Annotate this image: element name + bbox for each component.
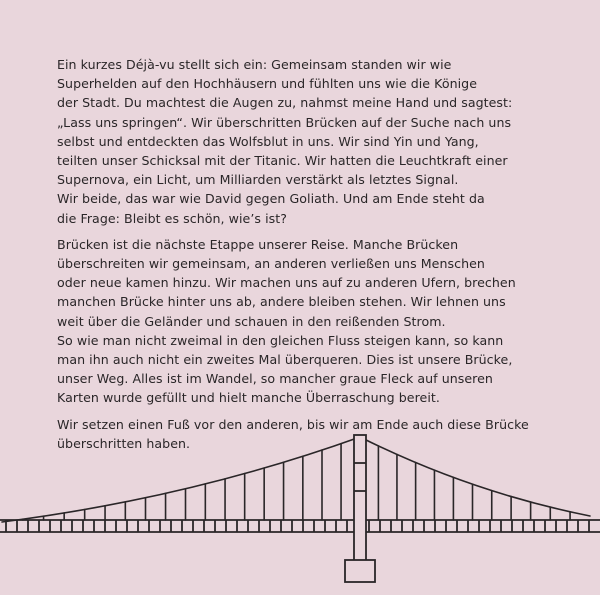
tower-pillar bbox=[354, 435, 366, 562]
paragraph-3: Wir setzen einen Fuß vor den anderen, bis wir am Ende auch diese Brücke überschritten haben. bbox=[57, 416, 529, 451]
body-text bbox=[57, 55, 567, 460]
main-cable-right bbox=[360, 437, 590, 516]
main-cable-left bbox=[2, 437, 360, 522]
paragraph-1: Ein kurzes Déjà-vu stellt sich ein: Gemeinsam standen wir wie Superhelden auf den Hochhäusern und fühlten uns wie die Könige der Stadt. Du machtest die Augen zu, nahmst meine Hand und sagtest: „Lass uns springen“. Wir überschritten Brücken auf der Suche nach uns selbst und entdeckten das Wolfsblut in uns. Wir sind Yin und Yang, teilten unser Schicksal mit der Titanic. Wir hatten die Leuchtkraft einer Supernova, ein Licht, um Milliarden verstärkt als letztes Signal. Wir beide, das war wie David gegen Goliath. Und am Ende steht da die Frage: Bleibt es schön, wie’s ist? bbox=[57, 57, 513, 226]
tower-pier bbox=[345, 560, 375, 582]
suspension-bridge-icon bbox=[0, 420, 600, 595]
paragraph-2: Brücken ist die nächste Etappe unserer Reise. Manche Brücken überschreiten wir gemeinsam, an anderen verließen uns Menschen oder neue kamen hinzu. Wir machen uns auf zu anderen Ufern, brechen manchen Brücke hinter uns ab, andere bleiben stehen. Wir lehnen uns weit über die Geländer und schauen in den reißenden Strom. So wie man nicht zweimal in den gleichen Fluss steigen kann, so kann man ihn auch nicht ein zweites Mal überqueren. Dies ist unsere Brücke, unser Weg. Alles ist im Wandel, so mancher graue Fleck auf unseren Karten wurde gefüllt und hielt manche Überraschung bereit. bbox=[57, 236, 516, 406]
